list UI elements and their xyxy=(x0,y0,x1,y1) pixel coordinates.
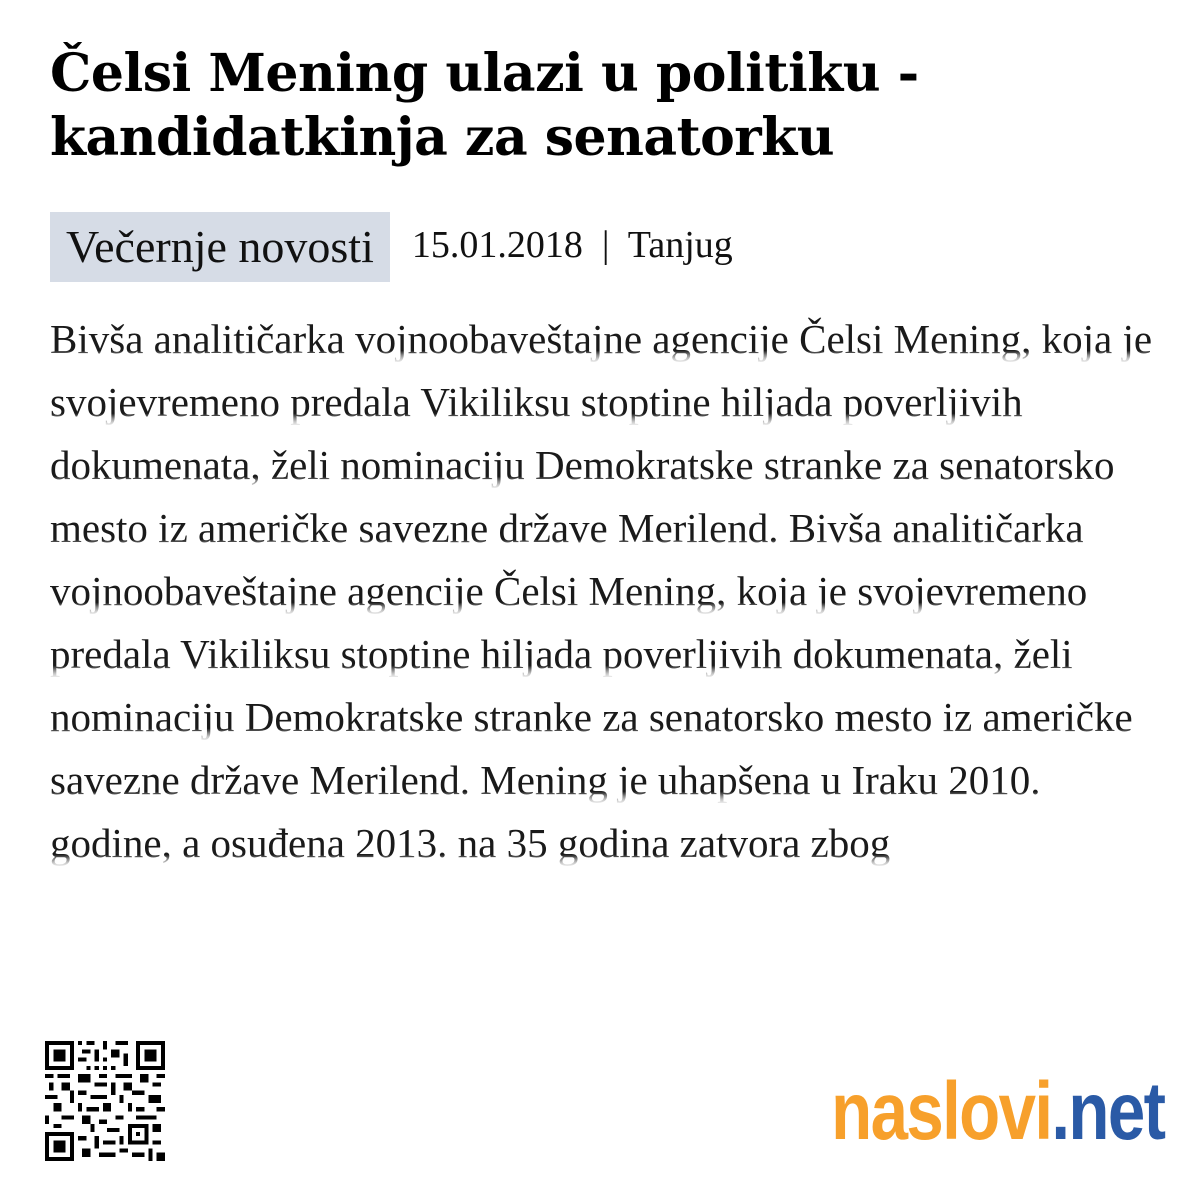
article-meta xyxy=(50,212,733,282)
qr-code-icon xyxy=(45,1040,165,1162)
article-body-text: Bivša analitičarka vojnoobaveštajne agencije Čelsi Mening, koja je svojevremeno predala Vikiliksu stoptine hiljada poverljivih dokumenata, želi nominaciju Demokratske stranke za senatorsko mesto iz američke savezne države Merilend. Bivša analitičarka vojnoobaveštajne agencije Čelsi Mening, koja je svojevremeno predala Vikiliksu stoptine hiljada poverljivih dokumenata, želi nominaciju Demokratske stranke za senatorsko mesto iz američke savezne države Merilend. Mening je uhapšena u Iraku 2010. godine, a osuđena 2013. na 35 godina zatvora zbog xyxy=(50,316,1153,866)
logo-brand: naslovi xyxy=(830,1066,1052,1157)
source-badge[interactable]: Večernje novosti xyxy=(50,212,390,282)
article-title: Čelsi Mening ulazi u politiku - kandidatkinja za senatorku xyxy=(50,43,919,168)
logo-tld: .net xyxy=(1051,1066,1164,1157)
article-agency: Tanjug xyxy=(627,224,733,266)
naslovi-logo[interactable] xyxy=(831,1062,1164,1162)
meta-separator: | xyxy=(601,224,610,266)
article-date: 15.01.2018 xyxy=(411,224,583,266)
dateline xyxy=(412,226,733,264)
article-body xyxy=(50,308,1160,998)
